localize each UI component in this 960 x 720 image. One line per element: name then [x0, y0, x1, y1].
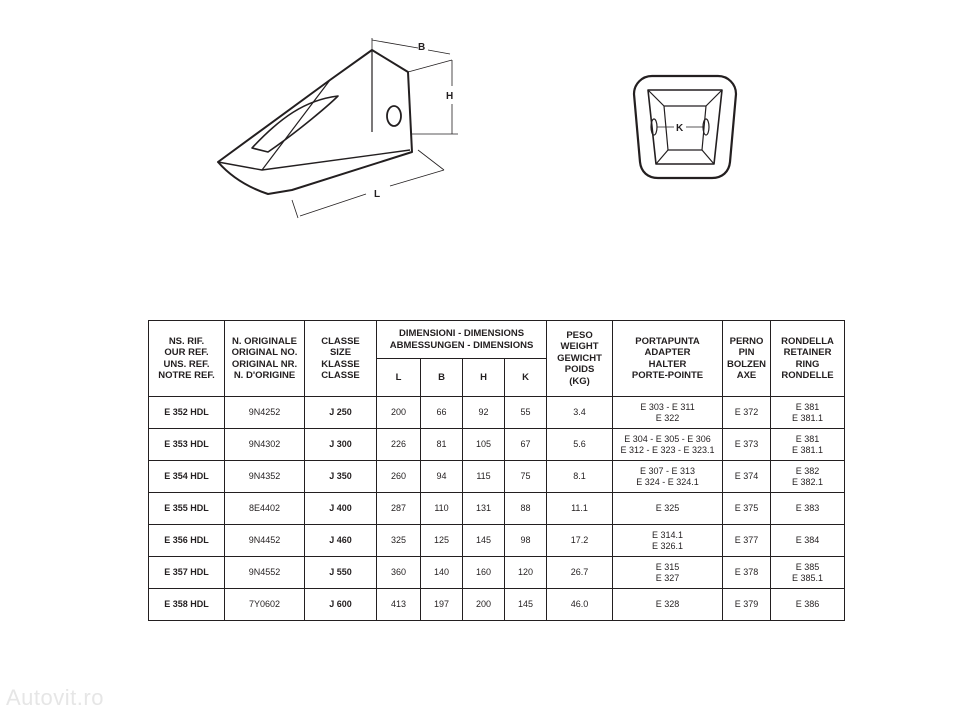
table-row	[149, 429, 845, 461]
cell-original: 8E4402	[225, 493, 305, 525]
cell-original: 7Y0602	[225, 589, 305, 621]
cell-dim-h: 131	[463, 493, 505, 525]
cell-pin: E 374	[723, 461, 771, 493]
table-row	[149, 525, 845, 557]
table-row	[149, 589, 845, 621]
table-row	[149, 397, 845, 429]
technical-drawing	[0, 0, 960, 260]
cell-ref: E 352 HDL	[149, 397, 225, 429]
cell-class: J 350	[305, 461, 377, 493]
header-dim-h: H	[463, 359, 505, 397]
cell-ring: E 381 E 381.1	[771, 397, 845, 429]
cell-adapter: E 325	[613, 493, 723, 525]
cell-dim-l: 325	[377, 525, 421, 557]
header-weight: PESO WEIGHT GEWICHT POIDS (KG)	[547, 321, 613, 397]
cell-weight: 46.0	[547, 589, 613, 621]
cell-ref: E 358 HDL	[149, 589, 225, 621]
cell-ref: E 353 HDL	[149, 429, 225, 461]
dim-label-h: H	[446, 91, 454, 102]
cell-weight: 26.7	[547, 557, 613, 589]
cell-weight: 11.1	[547, 493, 613, 525]
cell-adapter: E 314.1 E 326.1	[613, 525, 723, 557]
cell-pin: E 377	[723, 525, 771, 557]
table-header	[149, 321, 845, 397]
cell-class: J 550	[305, 557, 377, 589]
table-row	[149, 461, 845, 493]
cell-dim-l: 260	[377, 461, 421, 493]
cell-original: 9N4352	[225, 461, 305, 493]
cell-ring: E 385 E 385.1	[771, 557, 845, 589]
cell-dim-k: 88	[505, 493, 547, 525]
table-body	[149, 397, 845, 621]
cell-dim-l: 360	[377, 557, 421, 589]
cell-dim-b: 81	[421, 429, 463, 461]
cell-dim-h: 160	[463, 557, 505, 589]
cell-dim-l: 413	[377, 589, 421, 621]
cell-dim-l: 200	[377, 397, 421, 429]
cell-dim-b: 94	[421, 461, 463, 493]
cell-adapter: E 304 - E 305 - E 306 E 312 - E 323 - E 323.1	[613, 429, 723, 461]
cell-dim-b: 140	[421, 557, 463, 589]
cell-ring: E 386	[771, 589, 845, 621]
cell-original: 9N4302	[225, 429, 305, 461]
cell-adapter: E 315 E 327	[613, 557, 723, 589]
cell-class: J 600	[305, 589, 377, 621]
cell-pin: E 372	[723, 397, 771, 429]
header-ring: RONDELLA RETAINER RING RONDELLE	[771, 321, 845, 397]
cell-ring: E 383	[771, 493, 845, 525]
cell-dim-h: 145	[463, 525, 505, 557]
cell-weight: 8.1	[547, 461, 613, 493]
cell-dim-k: 120	[505, 557, 547, 589]
cell-original: 9N4252	[225, 397, 305, 429]
header-dim-l: L	[377, 359, 421, 397]
cell-adapter: E 303 - E 311 E 322	[613, 397, 723, 429]
cell-weight: 3.4	[547, 397, 613, 429]
cell-dim-k: 98	[505, 525, 547, 557]
table-row	[149, 493, 845, 525]
cell-dim-l: 226	[377, 429, 421, 461]
header-dim-b: B	[421, 359, 463, 397]
cell-original: 9N4452	[225, 525, 305, 557]
table-row	[149, 557, 845, 589]
cell-class: J 250	[305, 397, 377, 429]
cell-dim-b: 66	[421, 397, 463, 429]
cell-dim-b: 125	[421, 525, 463, 557]
cell-ring: E 381 E 381.1	[771, 429, 845, 461]
header-class: CLASSE SIZE KLASSE CLASSE	[305, 321, 377, 397]
header-adapter: PORTAPUNTA ADAPTER HALTER PORTE-POINTE	[613, 321, 723, 397]
cell-pin: E 378	[723, 557, 771, 589]
header-original: N. ORIGINALE ORIGINAL NO. ORIGINAL NR. N. D'ORIGINE	[225, 321, 305, 397]
cell-adapter: E 307 - E 313 E 324 - E 324.1	[613, 461, 723, 493]
dim-label-b: B	[418, 42, 426, 53]
dim-label-l: L	[374, 189, 381, 200]
cell-class: J 400	[305, 493, 377, 525]
header-ref: NS. RIF. OUR REF. UNS. REF. NOTRE REF.	[149, 321, 225, 397]
cell-adapter: E 328	[613, 589, 723, 621]
header-pin: PERNO PIN BOLZEN AXE	[723, 321, 771, 397]
cell-original: 9N4552	[225, 557, 305, 589]
cell-dim-b: 110	[421, 493, 463, 525]
cell-dim-h: 92	[463, 397, 505, 429]
cell-ref: E 356 HDL	[149, 525, 225, 557]
cell-dim-l: 287	[377, 493, 421, 525]
specifications-table	[148, 320, 845, 621]
cell-class: J 460	[305, 525, 377, 557]
cell-dim-h: 200	[463, 589, 505, 621]
cell-dim-k: 75	[505, 461, 547, 493]
cell-class: J 300	[305, 429, 377, 461]
cell-ref: E 354 HDL	[149, 461, 225, 493]
cell-dim-k: 67	[505, 429, 547, 461]
dim-label-k: K	[676, 123, 684, 134]
header-dim-k: K	[505, 359, 547, 397]
header-dimensions: DIMENSIONI - DIMENSIONS ABMESSUNGEN - DIMENSIONS	[377, 321, 547, 359]
cell-pin: E 375	[723, 493, 771, 525]
cell-ref: E 357 HDL	[149, 557, 225, 589]
cell-pin: E 373	[723, 429, 771, 461]
tooth-rear-view	[634, 76, 736, 178]
cell-weight: 17.2	[547, 525, 613, 557]
cell-ring: E 382 E 382.1	[771, 461, 845, 493]
watermark-logo: Autovit.ro	[6, 685, 104, 710]
cell-dim-b: 197	[421, 589, 463, 621]
cell-ref: E 355 HDL	[149, 493, 225, 525]
cell-dim-k: 55	[505, 397, 547, 429]
cell-weight: 5.6	[547, 429, 613, 461]
cell-ring: E 384	[771, 525, 845, 557]
cell-pin: E 379	[723, 589, 771, 621]
cell-dim-k: 145	[505, 589, 547, 621]
cell-dim-h: 115	[463, 461, 505, 493]
cell-dim-h: 105	[463, 429, 505, 461]
tooth-side-view	[218, 50, 412, 194]
